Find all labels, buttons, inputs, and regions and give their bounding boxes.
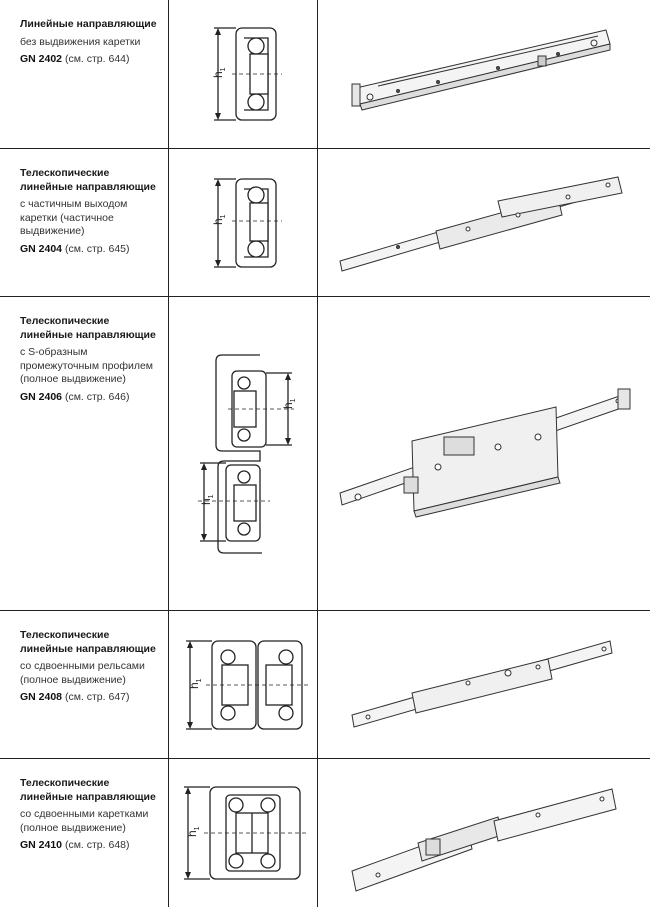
svg-text:h1 <box>199 494 215 505</box>
cross-section-diagram <box>170 611 317 758</box>
dimension-subscript: 1 <box>290 398 297 403</box>
row-title: Телескопические линейные направляющие <box>20 315 156 341</box>
row-title: Телескопические линейные направляющие <box>20 777 156 803</box>
row-text <box>20 777 165 853</box>
page-reference: (см. стр. 648) <box>62 839 130 851</box>
dimension-subscript: 1 <box>194 826 201 831</box>
page-reference: (см. стр. 646) <box>62 390 130 403</box>
dimension-subscript: 1 <box>196 678 203 683</box>
dimension-subscript: 1 <box>220 67 227 72</box>
dimension-label: h <box>211 218 225 225</box>
dimension-label: h <box>187 682 201 689</box>
product-illustration <box>318 759 650 907</box>
product-code: GN 2402 <box>20 53 63 65</box>
product-code: GN 2408 <box>20 691 63 703</box>
product-code: GN 2410 <box>20 839 63 851</box>
product-code: GN 2404 <box>20 242 63 255</box>
row-title: Телескопические линейные направляющие <box>20 167 156 193</box>
product-code: GN 2406 <box>20 390 63 403</box>
product-illustration <box>318 149 650 296</box>
row-text <box>20 18 165 67</box>
product-illustration <box>318 297 650 610</box>
row-title: Телескопические линейные направляющие <box>20 629 156 655</box>
row-description: без выдвижения каретки <box>20 35 141 48</box>
dimension-subscript: 1 <box>208 494 215 499</box>
row-text <box>20 167 165 256</box>
dimension-label: h <box>199 498 213 505</box>
page-reference: (см. стр. 645) <box>62 242 130 255</box>
svg-text:h1 <box>211 214 227 225</box>
dimension-label: h <box>185 830 199 837</box>
row-description: со сдвоенными рельсами (полное выдвижение) <box>20 660 145 686</box>
row-description: с S-образным промежуточным профилем (полное выдвижение) <box>20 346 154 385</box>
row-text <box>20 315 165 404</box>
svg-text:h1 <box>211 67 227 78</box>
cross-section-diagram <box>170 0 317 148</box>
table-row <box>0 0 650 148</box>
dimension-label: h <box>281 402 295 409</box>
svg-text:h1 <box>281 398 297 409</box>
table-row <box>0 297 650 610</box>
cross-section-diagram <box>170 759 317 907</box>
page-reference: (см. стр. 644) <box>62 53 130 65</box>
table-row <box>0 759 650 907</box>
row-description: со сдвоенными каретками (полное выдвижение) <box>20 808 149 834</box>
product-illustration <box>318 611 650 758</box>
dimension-label: h <box>211 71 225 78</box>
row-text <box>20 629 165 705</box>
page-reference: (см. стр. 647) <box>62 691 130 703</box>
row-title: Линейные направляющие <box>20 18 157 30</box>
table-row <box>0 611 650 758</box>
cross-section-diagram <box>170 149 317 296</box>
row-description: с частичным выходом каретки (частичное выдвижение) <box>20 198 128 237</box>
product-illustration <box>318 0 650 148</box>
dimension-subscript: 1 <box>220 214 227 219</box>
table-row <box>0 149 650 296</box>
cross-section-diagram <box>170 297 317 610</box>
